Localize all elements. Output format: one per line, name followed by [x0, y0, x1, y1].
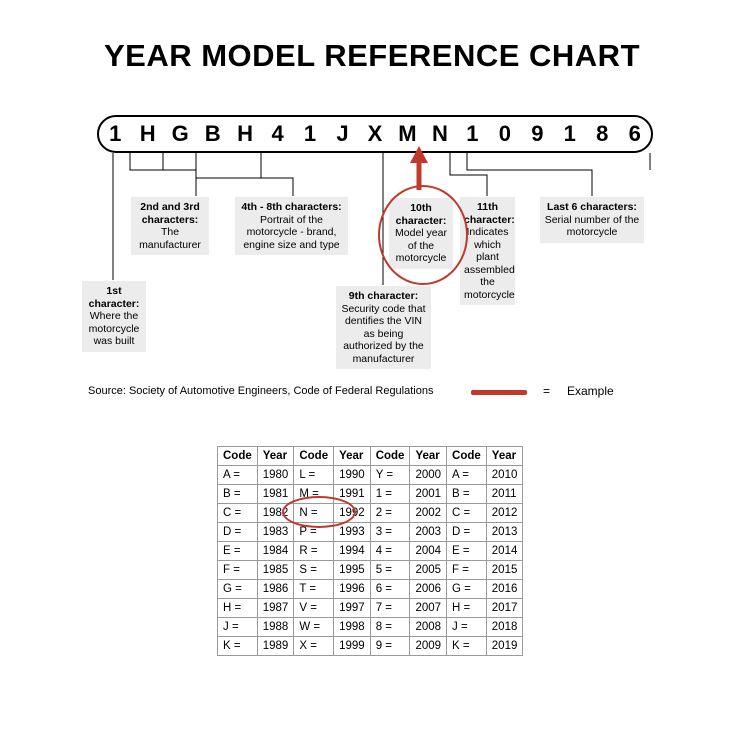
vin-char: 9 [531, 121, 544, 146]
cell: 2010 [486, 466, 523, 485]
page-title: YEAR MODEL REFERENCE CHART [103, 38, 641, 73]
table-row [218, 618, 523, 637]
callout-heading: Last 6 characters: [547, 201, 637, 213]
cell: 2016 [486, 580, 523, 599]
callout-heading: 1st character: [88, 285, 140, 310]
cell: 1987 [257, 599, 294, 618]
vin-char: 0 [498, 121, 511, 146]
cell: 1984 [257, 542, 294, 561]
cell: 2005 [410, 561, 447, 580]
cell: 1995 [334, 561, 371, 580]
table-row [218, 637, 523, 656]
cell: 2006 [410, 580, 447, 599]
vin-char: 1 [563, 121, 576, 146]
cell: D = [447, 523, 487, 542]
cell: 1997 [334, 599, 371, 618]
cell: B = [447, 485, 487, 504]
cell: W = [294, 618, 334, 637]
cell: J = [218, 618, 258, 637]
cell: G = [447, 580, 487, 599]
callout-eleventh-character [460, 197, 515, 305]
cell: 5 = [370, 561, 410, 580]
table-row [218, 580, 523, 599]
cell: 2014 [486, 542, 523, 561]
cell: H = [218, 599, 258, 618]
vin-char: 4 [271, 121, 284, 146]
callout-tenth-character [389, 198, 453, 269]
cell: 2012 [486, 504, 523, 523]
cell: 1981 [257, 485, 294, 504]
cell: 1 = [370, 485, 410, 504]
cell: K = [447, 637, 487, 656]
cell: 1989 [257, 637, 294, 656]
table-row [218, 542, 523, 561]
table-row [218, 561, 523, 580]
table-header-row [218, 447, 523, 466]
cell: 2011 [486, 485, 523, 504]
callout-heading: 4th - 8th characters: [241, 201, 342, 213]
cell: 2004 [410, 542, 447, 561]
cell: R = [294, 542, 334, 561]
callout-body: Portrait of the motorcycle - brand, engine size and type [243, 213, 340, 251]
year-code-table [217, 446, 523, 656]
column-header: Code [218, 447, 258, 466]
cell: 1994 [334, 542, 371, 561]
cell: 2009 [410, 637, 447, 656]
vin-char: M [398, 121, 417, 146]
vin-char: G [171, 121, 189, 146]
cell: 1993 [334, 523, 371, 542]
cell: K = [218, 637, 258, 656]
cell: B = [218, 485, 258, 504]
cell: 2017 [486, 599, 523, 618]
cell: C = [447, 504, 487, 523]
cell: P = [294, 523, 334, 542]
cell: 2013 [486, 523, 523, 542]
cell: 1998 [334, 618, 371, 637]
callout-body: The manufacturer [139, 226, 201, 251]
vin-char: N [431, 121, 448, 146]
callout-heading: 2nd and 3rd characters: [140, 201, 200, 226]
cell: 7 = [370, 599, 410, 618]
vin-char: 1 [109, 121, 122, 146]
cell: 2002 [410, 504, 447, 523]
cell: 1985 [257, 561, 294, 580]
cell: 1983 [257, 523, 294, 542]
cell: 1991 [334, 485, 371, 504]
legend-label: Example [567, 384, 614, 398]
callout-body: Security code that dentifies the VIN as being authorized by the manufacturer [341, 302, 426, 365]
callout-heading: 11th character: [464, 201, 515, 226]
cell: D = [218, 523, 258, 542]
cell: S = [294, 561, 334, 580]
cell: 6 = [370, 580, 410, 599]
column-header: Year [410, 447, 447, 466]
table-row [218, 523, 523, 542]
cell: 2018 [486, 618, 523, 637]
cell: 2001 [410, 485, 447, 504]
cell: X = [294, 637, 334, 656]
cell: T = [294, 580, 334, 599]
legend-line-swatch [471, 390, 527, 395]
cell: A = [447, 466, 487, 485]
callout-heading: 10th character: [395, 202, 447, 227]
callout-body: Indicates which plant assembled the motorcycle [464, 226, 515, 301]
callout-first-character [82, 281, 146, 352]
vin-char: 6 [628, 121, 641, 146]
cell: 1986 [257, 580, 294, 599]
cell: 1996 [334, 580, 371, 599]
cell: 9 = [370, 637, 410, 656]
vin-char: H [139, 121, 156, 146]
callout-body: Model year of the motorcycle [395, 227, 447, 264]
cell: A = [218, 466, 258, 485]
cell: 2000 [410, 466, 447, 485]
cell: 1992 [334, 504, 371, 523]
vin-char: X [367, 121, 383, 146]
vin-char: J [336, 121, 349, 146]
vin-char: H [237, 121, 254, 146]
cell: V = [294, 599, 334, 618]
vin-char: 1 [466, 121, 479, 146]
table-row [218, 466, 523, 485]
callout-body: Where the motorcycle was built [88, 310, 140, 347]
cell: E = [218, 542, 258, 561]
callout-heading: 9th character: [348, 290, 419, 302]
column-header: Year [334, 447, 371, 466]
table-row [218, 485, 523, 504]
cell: 1990 [334, 466, 371, 485]
cell: 2015 [486, 561, 523, 580]
callout-ninth-character [336, 286, 431, 369]
callout-body: Serial number of the motorcycle [544, 213, 640, 238]
callout-second-third-characters [131, 197, 209, 255]
cell: 2007 [410, 599, 447, 618]
column-header: Year [486, 447, 523, 466]
source-note: Source: Society of Automotive Engineers, Code of Federal Regulations [88, 385, 434, 397]
column-header: Code [370, 447, 410, 466]
cell: C = [218, 504, 258, 523]
table-row [218, 504, 523, 523]
cell: 2019 [486, 637, 523, 656]
cell: 1980 [257, 466, 294, 485]
cell: Y = [370, 466, 410, 485]
cell: 1982 [257, 504, 294, 523]
cell: 8 = [370, 618, 410, 637]
cell: 4 = [370, 542, 410, 561]
vin-char: 1 [303, 121, 317, 146]
cell: M = [294, 485, 334, 504]
vin-char: B [204, 121, 221, 146]
cell: J = [447, 618, 487, 637]
cell: L = [294, 466, 334, 485]
cell: F = [218, 561, 258, 580]
cell: F = [447, 561, 487, 580]
cell: E = [447, 542, 487, 561]
vin-char: 8 [596, 121, 609, 146]
column-header: Code [294, 447, 334, 466]
column-header: Year [257, 447, 294, 466]
callout-last-six-characters [540, 197, 644, 243]
cell: 2003 [410, 523, 447, 542]
cell: 1999 [334, 637, 371, 656]
cell: 3 = [370, 523, 410, 542]
callout-fourth-eighth-characters [235, 197, 348, 255]
column-header: Code [447, 447, 487, 466]
cell: 2 = [370, 504, 410, 523]
cell: 1988 [257, 618, 294, 637]
vin-number-box [97, 115, 653, 153]
legend-equals: = [543, 384, 551, 398]
cell: 2008 [410, 618, 447, 637]
cell: G = [218, 580, 258, 599]
cell: N = [294, 504, 334, 523]
table-row [218, 599, 523, 618]
cell: H = [447, 599, 487, 618]
